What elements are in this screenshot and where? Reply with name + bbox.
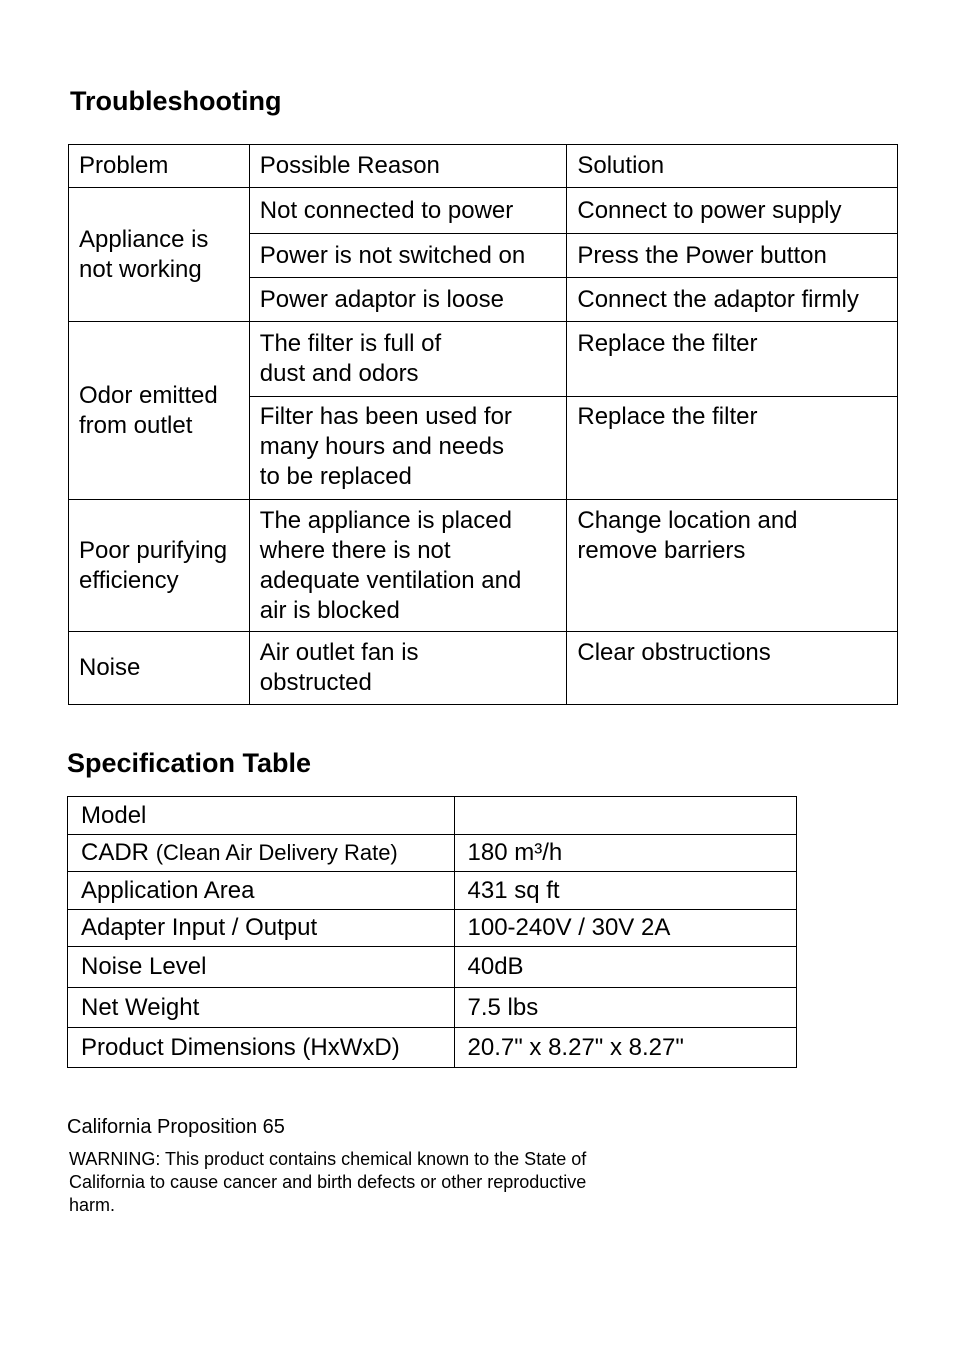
- spec-label: Model: [68, 797, 455, 835]
- problem-cell: Appliance is not working: [69, 188, 250, 322]
- header-solution: Solution: [567, 145, 898, 188]
- spec-row: [68, 835, 797, 872]
- solution-cell: Change location and remove barriers: [567, 500, 898, 632]
- reason-cell: Air outlet fan is obstructed: [249, 632, 567, 705]
- reason-cell: Power is not switched on: [249, 234, 567, 278]
- reason-cell: Power adaptor is loose: [249, 278, 567, 322]
- solution-cell: Press the Power button: [567, 234, 898, 278]
- spec-label: CADR (Clean Air Delivery Rate): [68, 835, 455, 872]
- spec-value: 431 sq ft: [454, 872, 796, 910]
- spec-label: Product Dimensions (HxWxD): [68, 1028, 455, 1068]
- reason-cell: The filter is full of dust and odors: [249, 322, 567, 397]
- prop65-title: California Proposition 65: [67, 1116, 285, 1138]
- table-row: [69, 322, 898, 397]
- specification-title: Specification Table: [67, 748, 312, 778]
- problem-cell: Noise: [69, 632, 250, 705]
- table-row: [69, 500, 898, 632]
- spec-row: [68, 988, 797, 1028]
- spec-value: 40dB: [454, 947, 796, 988]
- specification-table: [67, 796, 797, 1068]
- spec-label: Adapter Input / Output: [68, 910, 455, 947]
- solution-cell: Replace the filter: [567, 397, 898, 500]
- solution-cell: Clear obstructions: [567, 632, 898, 705]
- table-row: [69, 188, 898, 234]
- reason-cell: Filter has been used for many hours and needs to be replaced: [249, 397, 567, 500]
- troubleshooting-title: Troubleshooting: [70, 86, 282, 116]
- reason-cell: The appliance is placed where there is not adequate ventilation and air is blocked: [249, 500, 567, 632]
- header-problem: Problem: [69, 145, 250, 188]
- spec-label: Net Weight: [68, 988, 455, 1028]
- spec-row: [68, 910, 797, 947]
- spec-row: [68, 947, 797, 988]
- spec-value: 20.7" x 8.27" x 8.27": [454, 1028, 796, 1068]
- spec-label: Noise Level: [68, 947, 455, 988]
- solution-cell: Replace the filter: [567, 322, 898, 397]
- spec-value: [454, 797, 796, 835]
- spec-value: 100-240V / 30V 2A: [454, 910, 796, 947]
- spec-row: [68, 1028, 797, 1068]
- spec-label: Application Area: [68, 872, 455, 910]
- header-reason: Possible Reason: [249, 145, 567, 188]
- spec-row: [68, 797, 797, 835]
- spec-row: [68, 872, 797, 910]
- solution-cell: Connect the adaptor firmly: [567, 278, 898, 322]
- table-header-row: [69, 145, 898, 188]
- spec-value: 180 m³/h: [454, 835, 796, 872]
- prop65-warning: WARNING: This product contains chemical known to the State of California to cause cancer and birth defects or other reproductive harm.: [69, 1149, 587, 1215]
- spec-value: 7.5 lbs: [454, 988, 796, 1028]
- troubleshooting-table: [68, 144, 898, 705]
- problem-cell: Odor emitted from outlet: [69, 322, 250, 500]
- problem-cell: Poor purifying efficiency: [69, 500, 250, 632]
- solution-cell: Connect to power supply: [567, 188, 898, 234]
- table-row: [69, 632, 898, 705]
- reason-cell: Not connected to power: [249, 188, 567, 234]
